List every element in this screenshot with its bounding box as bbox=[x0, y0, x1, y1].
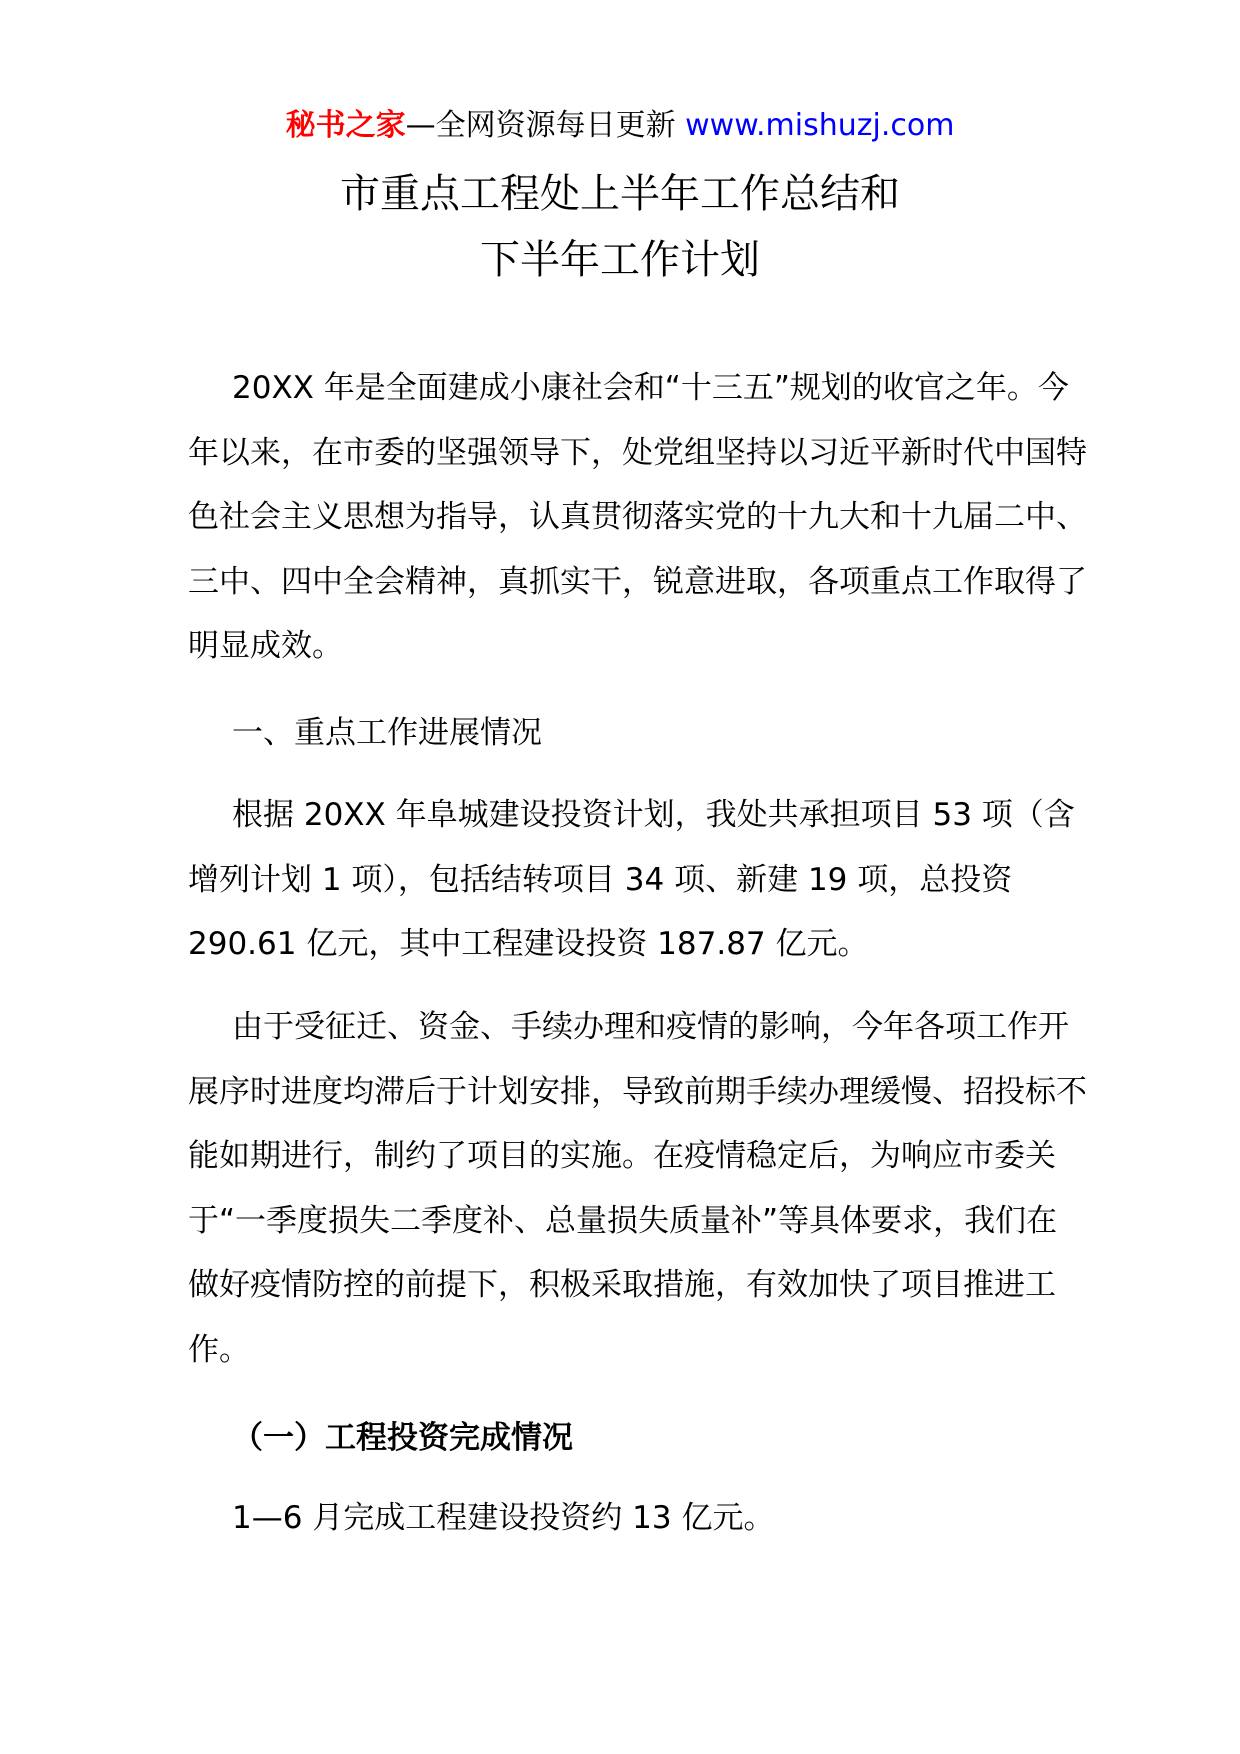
subsection-heading-1: （一）工程投资完成情况 bbox=[232, 1420, 573, 1456]
document-title-line-2: 下半年工作计划 bbox=[480, 237, 760, 283]
site-header bbox=[0, 104, 1240, 148]
intro-paragraph: 20XX 年是全面建成小康社会和“十三五”规划的收官之年。今年以来，在市委的坚强领导下，处党组坚持以习近平新时代中国特色社会主义思想为指导，认真贯彻落实党的十九大和十九届二中、三中、四中全会精神，真抓实干，锐意进取，各项重点工作取得了明显成效。 bbox=[188, 370, 1087, 664]
plan-paragraph: 根据 20XX 年阜城建设投资计划，我处共承担项目 53 项（含增列计划 1 项），包括结转项目 34 项、新建 19 项，总投资 290.61 亿元，其中工程建设投资 187.87 亿元。 bbox=[188, 797, 1075, 962]
site-url-link[interactable]: www.mishuzj.com bbox=[685, 108, 955, 143]
section-heading-1: 一、重点工作进展情况 bbox=[232, 715, 542, 751]
investment-paragraph: 1—6 月完成工程建设投资约 13 亿元。 bbox=[232, 1500, 775, 1536]
document-title-line-1: 市重点工程处上半年工作总结和 bbox=[340, 171, 900, 217]
site-tagline: —全网资源每日更新 bbox=[405, 108, 676, 143]
site-brand: 秘书之家 bbox=[285, 108, 406, 143]
impact-paragraph: 由于受征迁、资金、手续办理和疫情的影响，今年各项工作开展序时进度均滞后于计划安排，导致前期手续办理缓慢、招投标不能如期进行，制约了项目的实施。在疫情稳定后，为响应市委关于“一季度损失二季度补、总量损失质量补”等具体要求，我们在做好疫情防控的前提下，积极采取措施，有效加快了项目推进工作。 bbox=[188, 1009, 1087, 1368]
